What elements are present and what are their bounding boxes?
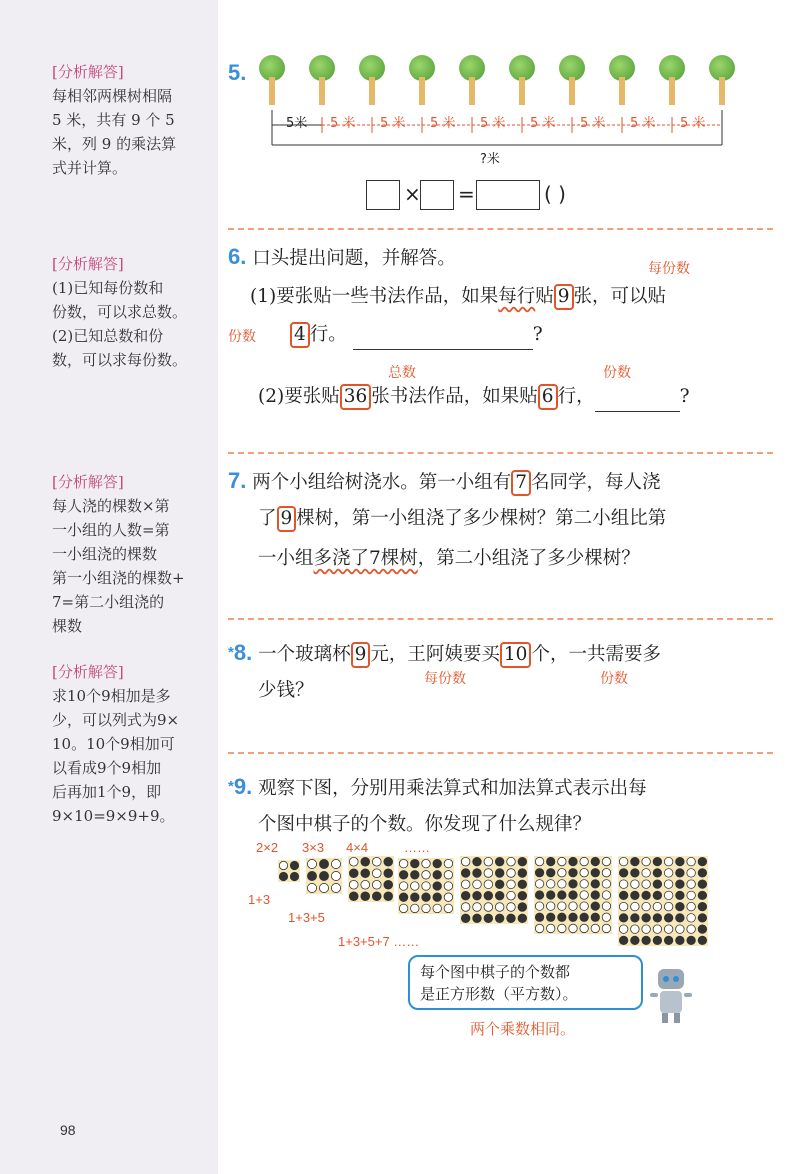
chess-stone: [444, 893, 453, 902]
annotation-parts-q8: 份数: [600, 671, 628, 687]
chess-stone: [384, 892, 393, 901]
annotation-parts-2: 份数: [603, 365, 631, 381]
tree-4: [408, 55, 436, 105]
chess-stone: [422, 893, 431, 902]
chess-stone: [473, 903, 482, 912]
gap-label-9: 5 米: [680, 116, 706, 131]
robot-icon: [646, 965, 696, 1025]
chess-stone: [664, 891, 673, 900]
q6-title-line: 6. 口头提出问题，并解答。: [228, 244, 456, 269]
chess-stone: [676, 891, 685, 900]
chess-stone: [422, 859, 431, 868]
first-gap-label: 5米: [286, 116, 308, 131]
chess-stone: [602, 924, 610, 932]
chess-stone: [558, 857, 566, 865]
chess-stone: [687, 902, 696, 911]
chess-stone: [372, 880, 381, 889]
chess-stone: [569, 891, 577, 899]
chess-stone: [461, 903, 470, 912]
chess-stone: [307, 859, 316, 868]
chess-stone: [399, 893, 408, 902]
chess-stone: [642, 936, 651, 945]
chess-stone: [372, 857, 381, 866]
chess-stone: [653, 902, 662, 911]
exercise-main: [228, 0, 788, 1174]
chess-stone: [411, 859, 420, 868]
stone-grid-2: [278, 860, 300, 882]
chess-stone: [279, 861, 287, 869]
chess-stone: [558, 902, 566, 910]
chess-stone: [349, 869, 358, 878]
q7-line1: 7. 两个小组给树浇水。第一小组有 7 名同学，每人浇: [228, 466, 661, 498]
chess-stone: [569, 868, 577, 876]
chess-stone: [580, 913, 588, 921]
factor-input-2[interactable]: [420, 180, 454, 210]
chess-stone: [569, 924, 577, 932]
chess-stone: [372, 869, 381, 878]
chess-stone: [461, 869, 470, 878]
chess-stone: [631, 880, 640, 889]
chess-stone: [349, 880, 358, 889]
chess-stone: [687, 880, 696, 889]
chess-stone: [535, 880, 543, 888]
chess-stone: [664, 936, 673, 945]
chess-stone: [631, 902, 640, 911]
chess-stone: [591, 902, 599, 910]
chess-stone: [653, 914, 662, 923]
equals-sign: =: [458, 182, 475, 206]
chess-stone: [676, 925, 685, 934]
stone-grid-8: [618, 856, 708, 946]
chess-stone: [535, 857, 543, 865]
gap-label-2: 5 米: [330, 116, 356, 131]
chess-stone: [411, 871, 420, 880]
gap-label-3: 5 米: [380, 116, 406, 131]
chess-stone: [591, 891, 599, 899]
chess-stone: [495, 914, 504, 923]
gap-label-7: 5 米: [580, 116, 606, 131]
chess-stone: [558, 924, 566, 932]
analysis-note-q6: [分析解答] (1)已知每份数和 份数，可以求总数。 (2)已知总数和份 数，可以求每份数。: [52, 255, 188, 369]
chess-stone: [546, 902, 554, 910]
chess-stone: [664, 857, 673, 866]
chess-stone: [664, 914, 673, 923]
chess-stone: [399, 871, 408, 880]
chess-stone: [444, 882, 453, 891]
unit-paren: ( ): [544, 182, 566, 206]
chess-stone: [319, 859, 328, 868]
chess-stone: [433, 904, 442, 913]
stone-grid-6: [460, 856, 528, 924]
chess-stone: [676, 936, 685, 945]
chess-stone: [279, 872, 287, 880]
chess-stone: [349, 857, 358, 866]
chess-stone: [676, 880, 685, 889]
chess-stone: [495, 869, 504, 878]
gap-label-4: 5 米: [430, 116, 456, 131]
chess-stone: [422, 871, 431, 880]
q7-line3: 一小组多浇了7棵树，第二小组浇了多少棵树？: [258, 548, 640, 569]
chess-stone: [384, 880, 393, 889]
chess-stone: [558, 891, 566, 899]
chess-stone: [444, 859, 453, 868]
chess-stone: [484, 880, 493, 889]
chess-stone: [602, 868, 610, 876]
chess-stone: [290, 861, 298, 869]
chess-stone: [558, 913, 566, 921]
chess-stone: [518, 869, 527, 878]
tree-2: [308, 55, 336, 105]
chess-stone: [399, 882, 408, 891]
tree-5: [458, 55, 486, 105]
chess-stone: [331, 871, 340, 880]
chess-stone: [495, 857, 504, 866]
chess-stone: [619, 857, 628, 866]
square-label-2: 2×2: [256, 840, 279, 855]
tree-row: [258, 55, 728, 105]
chess-stone: [518, 857, 527, 866]
chess-stone: [698, 880, 707, 889]
chess-stone: [372, 892, 381, 901]
chess-stone: [687, 936, 696, 945]
chess-stone: [619, 902, 628, 911]
chess-stone: [349, 892, 358, 901]
chess-stone: [535, 913, 543, 921]
chess-stone: [558, 868, 566, 876]
chess-stone: [411, 904, 420, 913]
chess-stone: [518, 880, 527, 889]
chess-stone: [461, 857, 470, 866]
chess-stone: [319, 883, 328, 892]
chess-stone: [631, 869, 640, 878]
chess-stone: [569, 913, 577, 921]
analysis-note-q5: [分析解答] 每相邻两棵树相隔 5 米，共有 9 个 5 米，列 9 的乘法算 式并计算。: [52, 63, 177, 177]
chess-stone: [461, 891, 470, 900]
chess-stone: [473, 857, 482, 866]
chess-stone: [631, 925, 640, 934]
chess-stone: [507, 869, 516, 878]
chess-stone: [507, 903, 516, 912]
sum-label-2: 1+3+5: [288, 910, 325, 925]
stone-grid-4: [348, 856, 394, 902]
square-label-ellipsis: ……: [404, 840, 430, 855]
chess-stone: [495, 903, 504, 912]
chess-stone: [518, 903, 527, 912]
chess-stone: [698, 925, 707, 934]
chess-stone: [631, 891, 640, 900]
times-sign: ×: [404, 182, 421, 206]
chess-stone: [484, 903, 493, 912]
q6-part2-line: (2)要张贴 36 张书法作品，如果贴 6 行， ?: [258, 382, 690, 412]
chess-stone: [580, 880, 588, 888]
sum-label-1: 1+3: [248, 892, 271, 907]
chess-stone: [591, 857, 599, 865]
tree-8: [608, 55, 636, 105]
chess-stone: [580, 857, 588, 865]
chess-stone: [602, 880, 610, 888]
q6-part1-line2: 4 行。 ?: [290, 320, 543, 350]
tree-6: [508, 55, 536, 105]
chess-stone: [546, 891, 554, 899]
chess-stone: [307, 883, 316, 892]
chess-stone: [507, 891, 516, 900]
chess-stone: [653, 936, 662, 945]
chess-stone: [495, 891, 504, 900]
square-label-4: 4×4: [346, 840, 369, 855]
stone-grid-7: [534, 856, 612, 934]
chess-stone: [619, 925, 628, 934]
chess-stone: [361, 857, 370, 866]
chess-stone: [676, 869, 685, 878]
chess-stone: [698, 891, 707, 900]
annotation-parts: 份数: [228, 329, 256, 345]
chess-stone: [687, 914, 696, 923]
chess-stone: [546, 857, 554, 865]
q6-part1-line1: (1)要张贴一些书法作品，如果每行贴 9 张，可以贴: [250, 282, 666, 312]
chess-stone: [687, 869, 696, 878]
chess-stone: [664, 880, 673, 889]
chess-stone: [473, 869, 482, 878]
chess-stone: [399, 859, 408, 868]
speech-bubble: 每个图中棋子的个数都 是正方形数（平方数）。: [408, 955, 643, 1010]
chess-stone: [546, 913, 554, 921]
chess-stone: [580, 902, 588, 910]
chess-stone: [591, 924, 599, 932]
chess-stone: [433, 882, 442, 891]
chess-stone: [698, 914, 707, 923]
q8-line1: *8. 一个玻璃杯 9 元，王阿姨要买 10 个，一共需要多: [228, 638, 661, 670]
divider: [228, 228, 773, 230]
chess-stone: [698, 869, 707, 878]
chess-stone: [591, 913, 599, 921]
chess-stone: [518, 914, 527, 923]
chess-stone: [444, 904, 453, 913]
chess-stone: [473, 880, 482, 889]
chess-stone: [642, 925, 651, 934]
chess-stone: [619, 869, 628, 878]
chess-stone: [535, 924, 543, 932]
chess-stone: [676, 857, 685, 866]
chess-stone: [558, 880, 566, 888]
factor-note: 两个乘数相同。: [470, 1020, 576, 1038]
chess-stone: [507, 914, 516, 923]
divider: [228, 452, 773, 454]
chess-stone: [546, 880, 554, 888]
chess-stone: [653, 891, 662, 900]
chess-stone: [580, 924, 588, 932]
square-label-3: 3×3: [302, 840, 325, 855]
chess-stone: [580, 891, 588, 899]
q6-part2-answer-blank[interactable]: [595, 390, 680, 412]
chess-stone: [687, 857, 696, 866]
chess-stone: [569, 857, 577, 865]
page-number: 98: [60, 1122, 76, 1138]
q8-line2: 少钱？: [258, 680, 314, 701]
chess-stone: [546, 868, 554, 876]
factor-input-1[interactable]: [366, 180, 400, 210]
chess-stone: [698, 936, 707, 945]
chess-stone: [569, 902, 577, 910]
chess-stone: [433, 859, 442, 868]
annotation-total: 总数: [388, 365, 416, 381]
chess-stone: [461, 914, 470, 923]
q7-line2: 了 9 棵树，第一小组浇了多少棵树？第二小组比第: [258, 504, 666, 534]
chess-stone: [664, 925, 673, 934]
chess-stone: [361, 880, 370, 889]
chess-stone: [591, 880, 599, 888]
annotation-each-part: 每份数: [648, 261, 690, 277]
chess-stone: [535, 868, 543, 876]
chess-stone: [687, 925, 696, 934]
chess-stone: [433, 893, 442, 902]
chess-stone: [664, 902, 673, 911]
chess-stone: [307, 871, 316, 880]
chess-stone: [319, 871, 328, 880]
chess-stone: [422, 882, 431, 891]
chess-stone: [444, 871, 453, 880]
chess-stone: [591, 868, 599, 876]
chess-stone: [461, 880, 470, 889]
gap-label-6: 5 米: [530, 116, 556, 131]
chess-stone: [653, 869, 662, 878]
chess-stone: [535, 902, 543, 910]
chess-stone: [495, 880, 504, 889]
tree-7: [558, 55, 586, 105]
chess-stone: [602, 902, 610, 910]
total-distance-label: ?米: [480, 152, 500, 167]
chess-stone: [602, 857, 610, 865]
chess-stone: [602, 913, 610, 921]
chess-stone: [619, 914, 628, 923]
gap-label-8: 5 米: [630, 116, 656, 131]
sum-label-3: 1+3+5+7 ……: [338, 934, 420, 949]
chess-stone: [642, 914, 651, 923]
analysis-note-q8: [分析解答] 求10个9相加是多 少，可以列式为9× 10。10个9相加可 以看成9个9相加 后再加1个9，即 9×10=9×9+9。: [52, 663, 180, 825]
chess-stone: [631, 914, 640, 923]
chess-stone: [546, 924, 554, 932]
chess-stone: [473, 914, 482, 923]
chess-stone: [384, 857, 393, 866]
divider: [228, 618, 773, 620]
chess-stone: [290, 872, 298, 880]
chess-stone: [653, 925, 662, 934]
chess-stone: [619, 880, 628, 889]
chess-stone: [484, 891, 493, 900]
chess-stone: [331, 883, 340, 892]
q9-line2: 个图中棋子的个数。你发现了什么规律？: [258, 814, 592, 835]
divider: [228, 752, 773, 754]
chess-stone: [653, 880, 662, 889]
chess-stone: [411, 893, 420, 902]
chess-stone: [507, 857, 516, 866]
chess-stone: [698, 857, 707, 866]
chess-stone: [642, 857, 651, 866]
chess-stone: [535, 891, 543, 899]
tree-10: [708, 55, 736, 105]
q6-part1-answer-blank[interactable]: [353, 328, 533, 350]
chess-stone: [676, 902, 685, 911]
tree-1: [258, 55, 286, 105]
chess-stone: [422, 904, 431, 913]
tree-9: [658, 55, 686, 105]
chess-stone: [331, 859, 340, 868]
gap-label-5: 5 米: [480, 116, 506, 131]
chess-stone: [361, 892, 370, 901]
chess-stone: [687, 891, 696, 900]
chess-stone: [484, 914, 493, 923]
chess-stone: [631, 857, 640, 866]
chess-stone: [518, 891, 527, 900]
chess-stone: [384, 869, 393, 878]
chess-stone: [664, 869, 673, 878]
q5-number: 5.: [228, 60, 247, 85]
chess-stone: [619, 891, 628, 900]
tree-3: [358, 55, 386, 105]
chess-stone: [619, 936, 628, 945]
chess-stone: [484, 857, 493, 866]
chess-stone: [361, 869, 370, 878]
chess-stone: [653, 857, 662, 866]
stone-grid-3: [306, 858, 342, 894]
annotation-each-part-q8: 每份数: [424, 671, 466, 687]
chess-stone: [631, 936, 640, 945]
chess-stone: [580, 868, 588, 876]
chess-stone: [642, 891, 651, 900]
q9-line1: *9. 观察下图，分别用乘法算式和加法算式表示出每: [228, 774, 647, 799]
chess-stone: [399, 904, 408, 913]
chess-stone: [642, 880, 651, 889]
chess-stone: [411, 882, 420, 891]
chess-stone: [507, 880, 516, 889]
chess-stone: [473, 891, 482, 900]
analysis-sidebar: [0, 0, 218, 1174]
chess-stone: [676, 914, 685, 923]
chess-stone: [569, 880, 577, 888]
chess-stone: [698, 902, 707, 911]
chess-stone: [433, 871, 442, 880]
analysis-note-q7: [分析解答] 每人浇的棵数×第 一小组的人数=第 一小组浇的棵数 第一小组浇的棵数+ 7=第二小组浇的 棵数: [52, 473, 185, 635]
chess-stone: [642, 902, 651, 911]
chess-stone: [484, 869, 493, 878]
chess-stone: [602, 891, 610, 899]
stone-grid-5: [398, 858, 454, 914]
product-input[interactable]: [476, 180, 540, 210]
chess-stone: [642, 869, 651, 878]
